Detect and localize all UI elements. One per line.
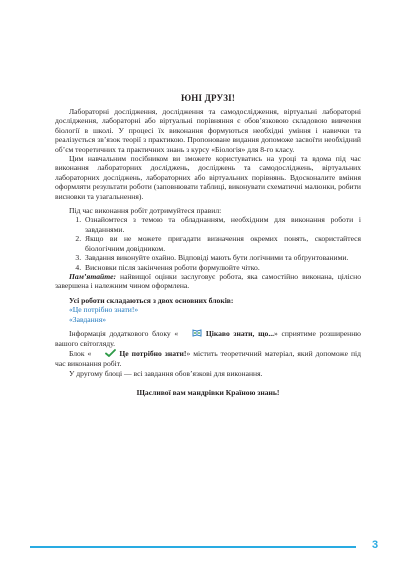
- blocks-heading: Усі роботи складаються з двох основних блоків:: [69, 295, 234, 305]
- page-title: ЮНІ ДРУЗІ!: [180, 93, 236, 103]
- rules-list: [55, 215, 361, 271]
- rule-item: 1. Ознайомтеся з темою та обладнанням, необхідним для виконання роботи і завданнями.: [83, 215, 361, 234]
- book-eye-icon: [178, 329, 202, 339]
- rules-intro: Під час виконання робіт дотримуйтеся правил:: [69, 206, 222, 216]
- rule-item: 4. Висновки після закінчення роботи формулюйте чітко.: [83, 263, 361, 272]
- info-block-description: Інформація додаткового блоку « Цікаво знати, що...» сприятиме розширенню вашого світогляду.: [55, 328, 361, 349]
- intro-paragraph-1: Лабораторні дослідження, дослідження та самодослідження, віртуальні лабораторні дослідження, лабораторні або віртуальні порівняння є обов’язковою складовою вивчення біології в школі. У процесі їх виконання формуються необхідні уміння і навички та реалізується зв’язок теорії з практикою. Пропоноване видання допоможе засвоїти необхідний об’єм теоретичних та практичних знань з курсу «Біологія» для 8-го класу.: [55, 107, 361, 154]
- remember-label: Пам’ятайте:: [69, 271, 116, 281]
- check-mark-icon: [91, 349, 116, 359]
- page-number: 3: [371, 539, 379, 551]
- rule-item: 2. Якщо ви не можете пригадати визначення окремих понять, скористайтеся біологічним довідником.: [83, 234, 361, 253]
- remember-text: найвищої оцінки заслуговує робота, яка самостійно виконана, цілісно завершена і належним чином оформлена.: [55, 271, 361, 291]
- remember-note: [55, 272, 361, 291]
- rule-item: 3. Завдання виконуйте охайно. Відповіді мають бути логічними та обґрунтованими.: [83, 253, 361, 262]
- page-content: [55, 93, 361, 397]
- intro-paragraph-2: Цим навчальним посібником ви зможете користуватись на уроці та вдома під час виконання лабораторних досліджень, досліджень та самодосліджень, віртуальних лабораторних досліджень, лабораторних або віртуальних порівнянь. Вдосконалите вміння оформляти результати роботи (заповнювати таблиці, виконувати схематичні малюнки, робити висновки та узагальнення).: [55, 154, 361, 201]
- block-name-know: «Це потрібно знати!»: [69, 305, 139, 315]
- footer-rule: [30, 546, 356, 548]
- know-block-description: Блок « Це потрібно знати!» містить теоретичний матеріал, який допоможе під час виконання робіт.: [55, 348, 361, 369]
- block-name-tasks: «Завдання»: [69, 314, 107, 324]
- second-block-note: У другому блоці — всі завдання обов’язкові для виконання.: [69, 368, 263, 378]
- info-block-label: Цікаво знати, що...: [202, 328, 275, 338]
- closing-wish: Щасливої вам мандрівки Країною знань!: [136, 387, 280, 397]
- know-block-label: Це потрібно знати!: [116, 348, 187, 358]
